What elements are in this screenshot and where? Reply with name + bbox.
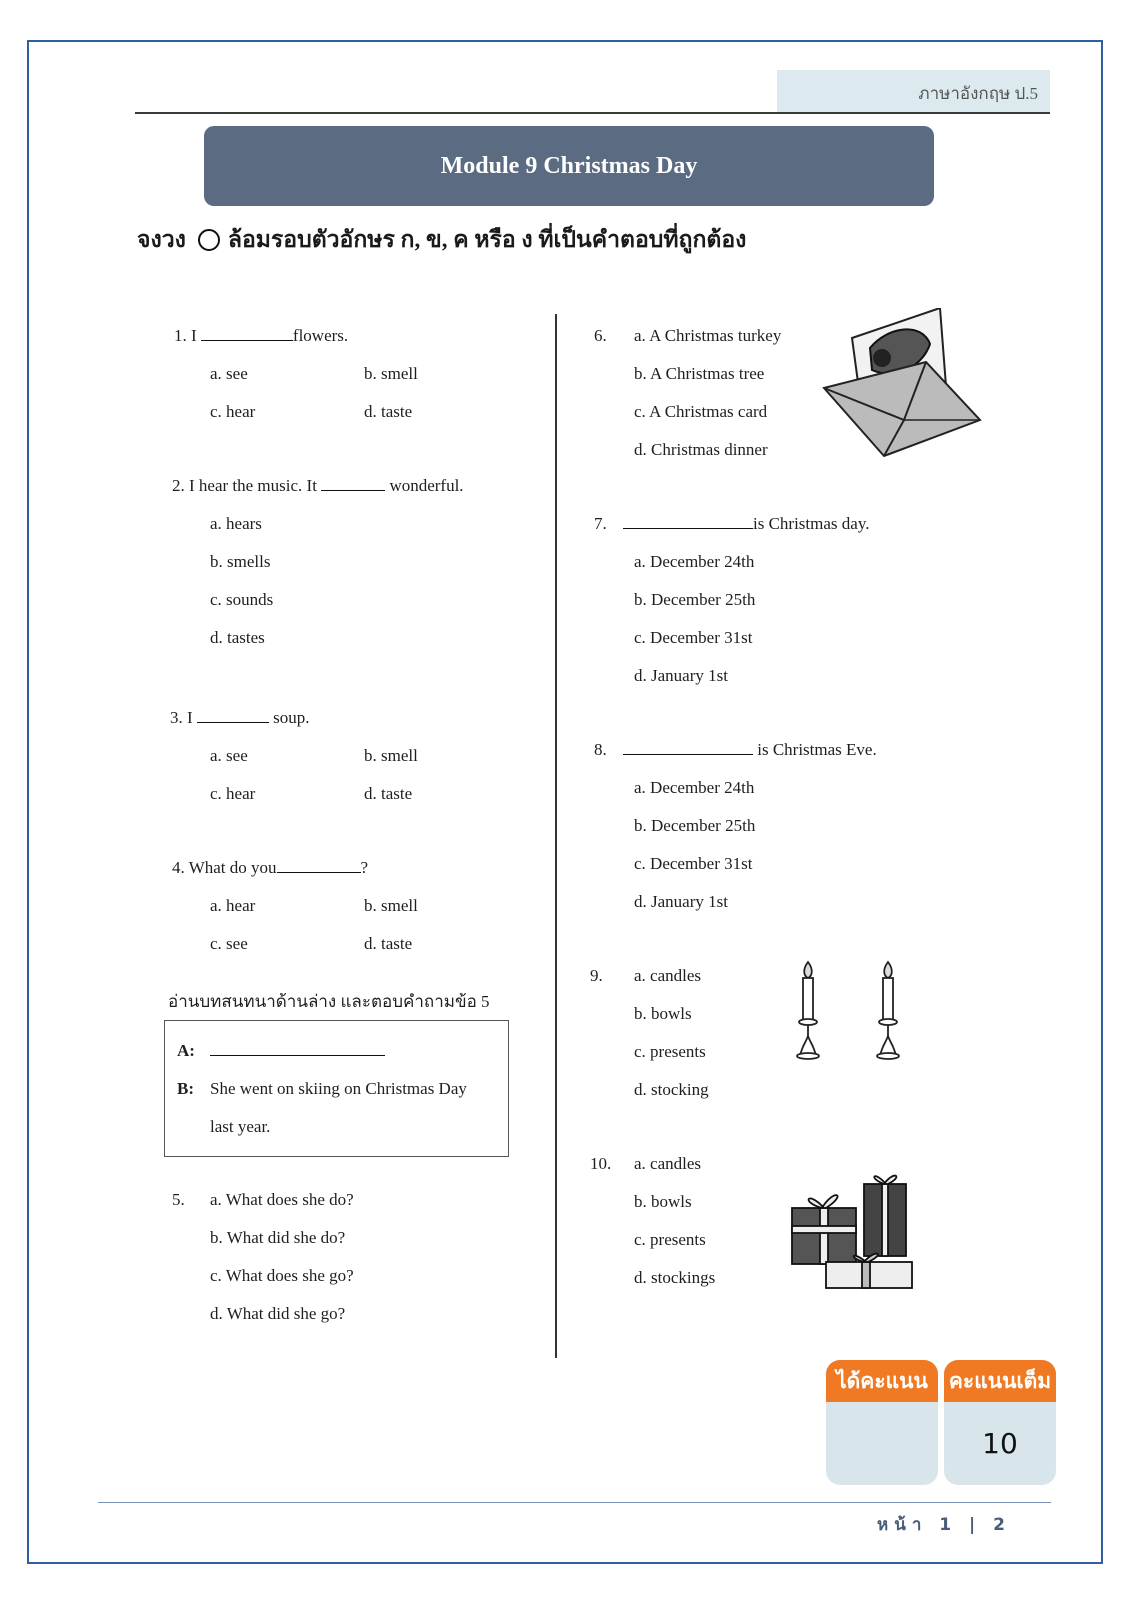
score-earned-cell [826,1360,938,1485]
q1-number: 1. I [174,326,197,345]
q8-rest: is Christmas Eve. [757,740,877,759]
q7-rest: is Christmas day. [753,514,870,533]
q1-rest: flowers. [292,326,349,345]
question-2-stem [172,476,464,496]
q8-option-c[interactable]: c. December 31st [634,854,753,873]
page-number: หน้า 1 | 2 [877,1515,1011,1535]
q9-number: 9. [590,966,603,985]
q2-blank[interactable] [321,476,385,491]
christmas-card-icon [822,308,984,460]
score-table [826,1360,1057,1485]
q8-option-d[interactable]: d. January 1st [634,892,728,911]
dialog-intro: อ่านบทสนทนาด้านล่าง และตอบคำถามข้อ 5 [168,992,490,1011]
q10-option-b[interactable]: b. bowls [634,1192,692,1211]
q3-option-b[interactable]: b. smell [364,746,418,765]
q5-option-c[interactable]: c. What does she go? [210,1266,354,1285]
q8-number: 8. [594,740,607,759]
q7-option-a[interactable]: a. December 24th [634,552,755,571]
q10-number: 10. [590,1154,612,1173]
q7-option-b[interactable]: b. December 25th [634,590,756,609]
footer-rule [98,1502,1051,1503]
q7-number: 7. [594,514,607,533]
q7-blank[interactable] [623,514,753,529]
q7-option-d[interactable]: d. January 1st [634,666,728,685]
q1-option-a[interactable]: a. see [210,364,248,383]
q7-option-c[interactable]: c. December 31st [634,628,753,647]
q5-option-d[interactable]: d. What did she go? [210,1304,346,1323]
q3-number: 3. I [170,708,193,727]
q2-option-b[interactable]: b. smells [210,552,271,571]
q2-option-c[interactable]: c. sounds [210,590,274,609]
q2-rest: wonderful. [389,476,464,495]
q6-option-d[interactable]: d. Christmas dinner [634,440,768,459]
q1-blank[interactable] [201,326,293,341]
q5-option-b[interactable]: b. What did she do? [210,1228,346,1247]
question-3-stem [170,708,310,728]
score-earned-value[interactable] [826,1402,938,1485]
question-8-stem [594,740,877,760]
presents-icon [790,1168,914,1292]
dialog-a-line[interactable] [210,1041,385,1061]
q1-option-c[interactable]: c. hear [210,402,256,421]
q9-option-a[interactable]: a. candles [634,966,702,985]
dialog-box [164,1020,509,1157]
instruction-prefix: จงวง [137,227,186,252]
q5-option-a[interactable]: a. What does she do? [210,1190,354,1209]
q3-rest: soup. [273,708,310,727]
circle-icon [198,229,220,251]
header-rule [135,112,1050,114]
score-full-label: คะแนนเต็ม [944,1360,1056,1402]
column-divider [555,314,557,1358]
q2-option-a[interactable]: a. hears [210,514,262,533]
q5-number: 5. [172,1190,185,1209]
score-full-cell [944,1360,1056,1485]
title-banner [204,126,934,206]
q4-option-c[interactable]: c. see [210,934,248,953]
q3-option-d[interactable]: d. taste [364,784,413,803]
q4-option-d[interactable]: d. taste [364,934,413,953]
q4-stem-text: 4. What do you [172,858,277,877]
dialog-a-label: A: [177,1041,195,1060]
dialog-b-label: B: [177,1079,194,1098]
instruction-text: ล้อมรอบตัวอักษร ก, ข, ค หรือ ง ที่เป็นคำตอบที่ถูกต้อง [227,227,747,252]
q6-option-c[interactable]: c. A Christmas card [634,402,768,421]
q3-option-a[interactable]: a. see [210,746,248,765]
q6-option-a[interactable]: a. A Christmas turkey [634,326,782,345]
q4-rest: ? [360,858,369,877]
subject-label: ภาษาอังกฤษ ป.5 [777,70,1050,112]
question-4-stem [172,858,368,878]
q10-option-c[interactable]: c. presents [634,1230,706,1249]
q9-option-c[interactable]: c. presents [634,1042,706,1061]
instruction [137,222,746,258]
score-earned-label: ได้คะแนน [826,1360,938,1402]
dialog-b-line1: She went on skiing on Christmas Day [210,1079,467,1098]
q1-option-d[interactable]: d. taste [364,402,413,421]
candles-icon [792,960,908,1060]
q3-option-c[interactable]: c. hear [210,784,256,803]
q8-option-a[interactable]: a. December 24th [634,778,755,797]
q2-option-d[interactable]: d. tastes [210,628,265,647]
q8-option-b[interactable]: b. December 25th [634,816,756,835]
q2-stem-text: 2. I hear the music. It [172,476,317,495]
q6-number: 6. [594,326,607,345]
dialog-b-line2: last year. [210,1117,271,1136]
question-1-stem [174,326,348,346]
q9-option-b[interactable]: b. bowls [634,1004,692,1023]
q9-option-d[interactable]: d. stocking [634,1080,709,1099]
q6-option-b[interactable]: b. A Christmas tree [634,364,765,383]
q10-option-d[interactable]: d. stockings [634,1268,716,1287]
q3-blank[interactable] [197,708,269,723]
score-full-value: 10 [982,1427,1018,1460]
question-7-stem [594,514,869,534]
q8-blank[interactable] [623,740,753,755]
page-title: Module 9 Christmas Day [440,152,698,179]
q4-option-b[interactable]: b. smell [364,896,418,915]
q10-option-a[interactable]: a. candles [634,1154,702,1173]
q4-option-a[interactable]: a. hear [210,896,256,915]
q1-option-b[interactable]: b. smell [364,364,418,383]
q4-blank[interactable] [277,858,361,873]
page-border [27,40,1103,1564]
